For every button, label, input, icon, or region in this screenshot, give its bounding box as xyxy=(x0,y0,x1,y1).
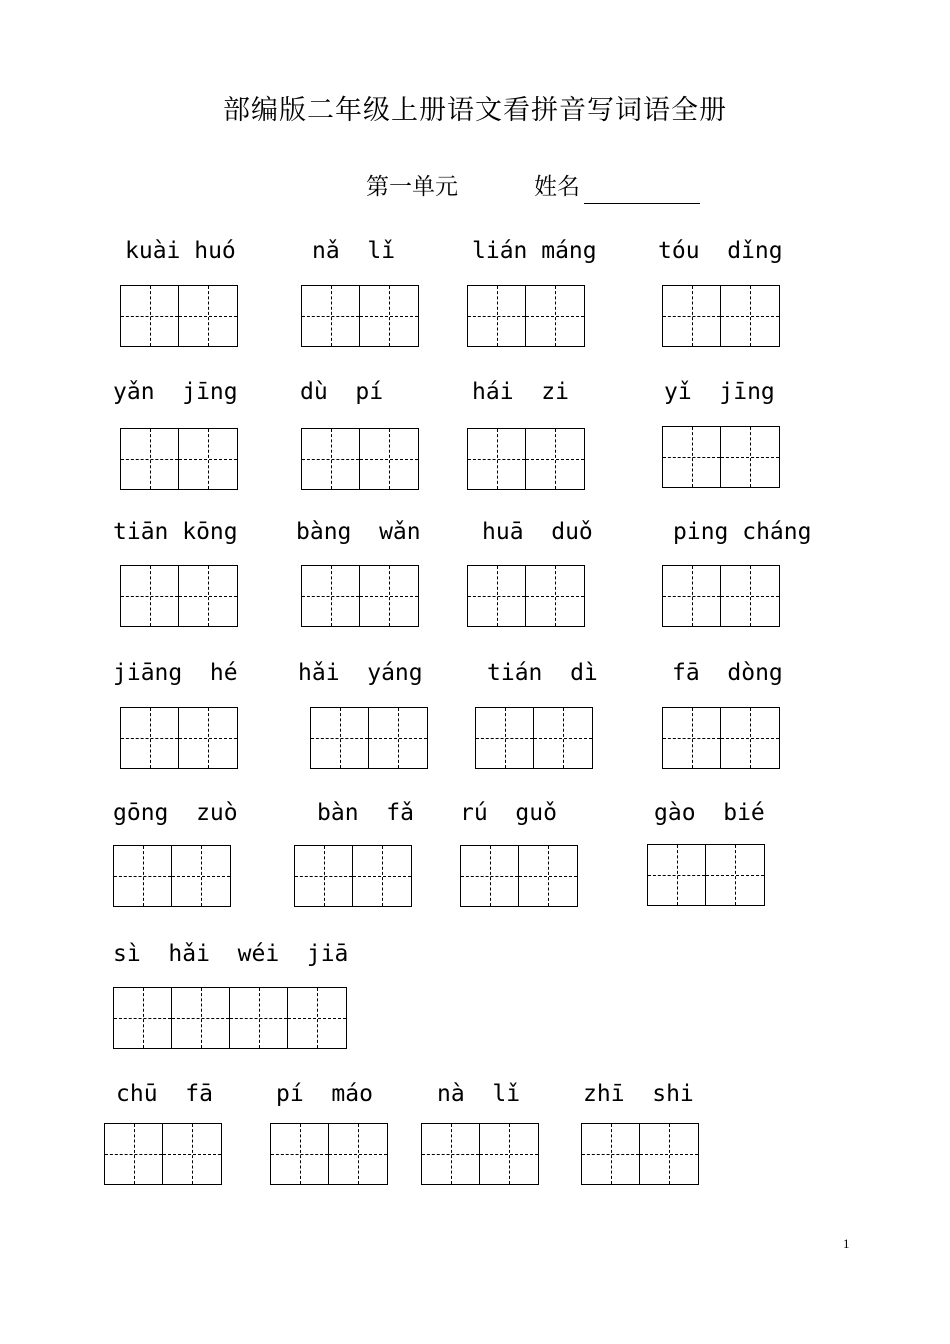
pinyin-prompt: pí máo xyxy=(276,1081,373,1107)
tianzige-cell[interactable] xyxy=(360,566,418,626)
tianzige-cell[interactable] xyxy=(360,286,418,346)
tianzige-cell[interactable] xyxy=(121,429,179,489)
pinyin-prompt: hǎi yáng xyxy=(298,660,423,686)
writing-grid[interactable] xyxy=(120,565,238,627)
pinyin-prompt: yǐ jīng xyxy=(664,379,775,405)
tianzige-cell[interactable] xyxy=(369,708,427,768)
tianzige-cell[interactable] xyxy=(519,846,577,906)
page-number: 1 xyxy=(843,1236,850,1251)
tianzige-cell[interactable] xyxy=(663,566,721,626)
page-title: 部编版二年级上册语文看拼音写词语全册 xyxy=(223,95,727,126)
tianzige-cell[interactable] xyxy=(360,429,418,489)
pinyin-prompt: huā duǒ xyxy=(482,519,593,545)
tianzige-cell[interactable] xyxy=(663,708,721,768)
pinyin-prompt: tián dì xyxy=(487,660,598,686)
pinyin-prompt: dù pí xyxy=(300,379,384,405)
writing-grid[interactable] xyxy=(120,707,238,769)
tianzige-cell[interactable] xyxy=(663,427,721,487)
tianzige-cell[interactable] xyxy=(526,286,584,346)
pinyin-prompt: ping cháng xyxy=(673,519,812,545)
pinyin-prompt: yǎn jīng xyxy=(113,379,238,405)
tianzige-cell[interactable] xyxy=(271,1124,329,1184)
tianzige-cell[interactable] xyxy=(172,846,230,906)
pinyin-prompt: nǎ lǐ xyxy=(312,238,396,264)
writing-grid[interactable] xyxy=(113,987,347,1049)
writing-grid[interactable] xyxy=(467,565,585,627)
writing-grid[interactable] xyxy=(301,285,419,347)
tianzige-cell[interactable] xyxy=(640,1124,698,1184)
tianzige-cell[interactable] xyxy=(179,286,237,346)
writing-grid[interactable] xyxy=(301,565,419,627)
writing-grid[interactable] xyxy=(662,285,780,347)
pinyin-prompt: bàng wǎn xyxy=(296,519,421,545)
tianzige-cell[interactable] xyxy=(422,1124,480,1184)
tianzige-cell[interactable] xyxy=(526,429,584,489)
tianzige-cell[interactable] xyxy=(121,566,179,626)
tianzige-cell[interactable] xyxy=(582,1124,640,1184)
pinyin-prompt: gōng zuò xyxy=(113,800,238,826)
writing-grid[interactable] xyxy=(294,845,412,907)
tianzige-cell[interactable] xyxy=(648,845,706,905)
tianzige-cell[interactable] xyxy=(172,988,230,1048)
pinyin-prompt: nà lǐ xyxy=(437,1081,521,1107)
writing-grid[interactable] xyxy=(120,428,238,490)
tianzige-cell[interactable] xyxy=(163,1124,221,1184)
writing-grid[interactable] xyxy=(104,1123,222,1185)
writing-grid[interactable] xyxy=(460,845,578,907)
tianzige-cell[interactable] xyxy=(721,708,779,768)
tianzige-cell[interactable] xyxy=(721,566,779,626)
unit-label: 第一单元 xyxy=(366,174,458,200)
tianzige-cell[interactable] xyxy=(230,988,288,1048)
tianzige-cell[interactable] xyxy=(526,566,584,626)
tianzige-cell[interactable] xyxy=(302,286,360,346)
writing-grid[interactable] xyxy=(662,426,780,488)
pinyin-prompt: tiān kōng xyxy=(113,519,238,545)
tianzige-cell[interactable] xyxy=(114,988,172,1048)
tianzige-cell[interactable] xyxy=(295,846,353,906)
tianzige-cell[interactable] xyxy=(179,708,237,768)
tianzige-cell[interactable] xyxy=(706,845,764,905)
tianzige-cell[interactable] xyxy=(329,1124,387,1184)
pinyin-prompt: kuài huó xyxy=(125,238,236,264)
tianzige-cell[interactable] xyxy=(353,846,411,906)
tianzige-cell[interactable] xyxy=(468,566,526,626)
tianzige-cell[interactable] xyxy=(288,988,346,1048)
pinyin-prompt: sì hǎi wéi jiā xyxy=(113,941,349,967)
pinyin-prompt: bàn fǎ xyxy=(317,800,414,826)
tianzige-cell[interactable] xyxy=(461,846,519,906)
tianzige-cell[interactable] xyxy=(121,286,179,346)
pinyin-prompt: jiāng hé xyxy=(113,660,238,686)
tianzige-cell[interactable] xyxy=(476,708,534,768)
tianzige-cell[interactable] xyxy=(179,429,237,489)
writing-grid[interactable] xyxy=(301,428,419,490)
pinyin-prompt: zhī shi xyxy=(583,1081,694,1107)
writing-grid[interactable] xyxy=(421,1123,539,1185)
tianzige-cell[interactable] xyxy=(121,708,179,768)
writing-grid[interactable] xyxy=(475,707,593,769)
tianzige-cell[interactable] xyxy=(468,429,526,489)
writing-grid[interactable] xyxy=(120,285,238,347)
writing-grid[interactable] xyxy=(113,845,231,907)
tianzige-cell[interactable] xyxy=(721,286,779,346)
writing-grid[interactable] xyxy=(467,285,585,347)
pinyin-prompt: rú guǒ xyxy=(460,800,557,826)
tianzige-cell[interactable] xyxy=(114,846,172,906)
pinyin-prompt: fā dòng xyxy=(672,660,783,686)
tianzige-cell[interactable] xyxy=(721,427,779,487)
tianzige-cell[interactable] xyxy=(302,566,360,626)
writing-grid[interactable] xyxy=(647,844,765,906)
tianzige-cell[interactable] xyxy=(179,566,237,626)
writing-grid[interactable] xyxy=(467,428,585,490)
tianzige-cell[interactable] xyxy=(311,708,369,768)
writing-grid[interactable] xyxy=(270,1123,388,1185)
tianzige-cell[interactable] xyxy=(468,286,526,346)
writing-grid[interactable] xyxy=(310,707,428,769)
pinyin-prompt: tóu dǐng xyxy=(658,238,783,264)
writing-grid[interactable] xyxy=(581,1123,699,1185)
pinyin-prompt: chū fā xyxy=(116,1081,213,1107)
tianzige-cell[interactable] xyxy=(105,1124,163,1184)
tianzige-cell[interactable] xyxy=(663,286,721,346)
pinyin-prompt: hái zi xyxy=(472,379,569,405)
tianzige-cell[interactable] xyxy=(534,708,592,768)
writing-grid[interactable] xyxy=(662,565,780,627)
writing-grid[interactable] xyxy=(662,707,780,769)
name-label: 姓名 xyxy=(534,174,580,200)
tianzige-cell[interactable] xyxy=(302,429,360,489)
tianzige-cell[interactable] xyxy=(480,1124,538,1184)
pinyin-prompt: lián máng xyxy=(472,238,597,264)
name-blank-line[interactable] xyxy=(584,203,700,204)
pinyin-prompt: gào bié xyxy=(654,800,765,826)
